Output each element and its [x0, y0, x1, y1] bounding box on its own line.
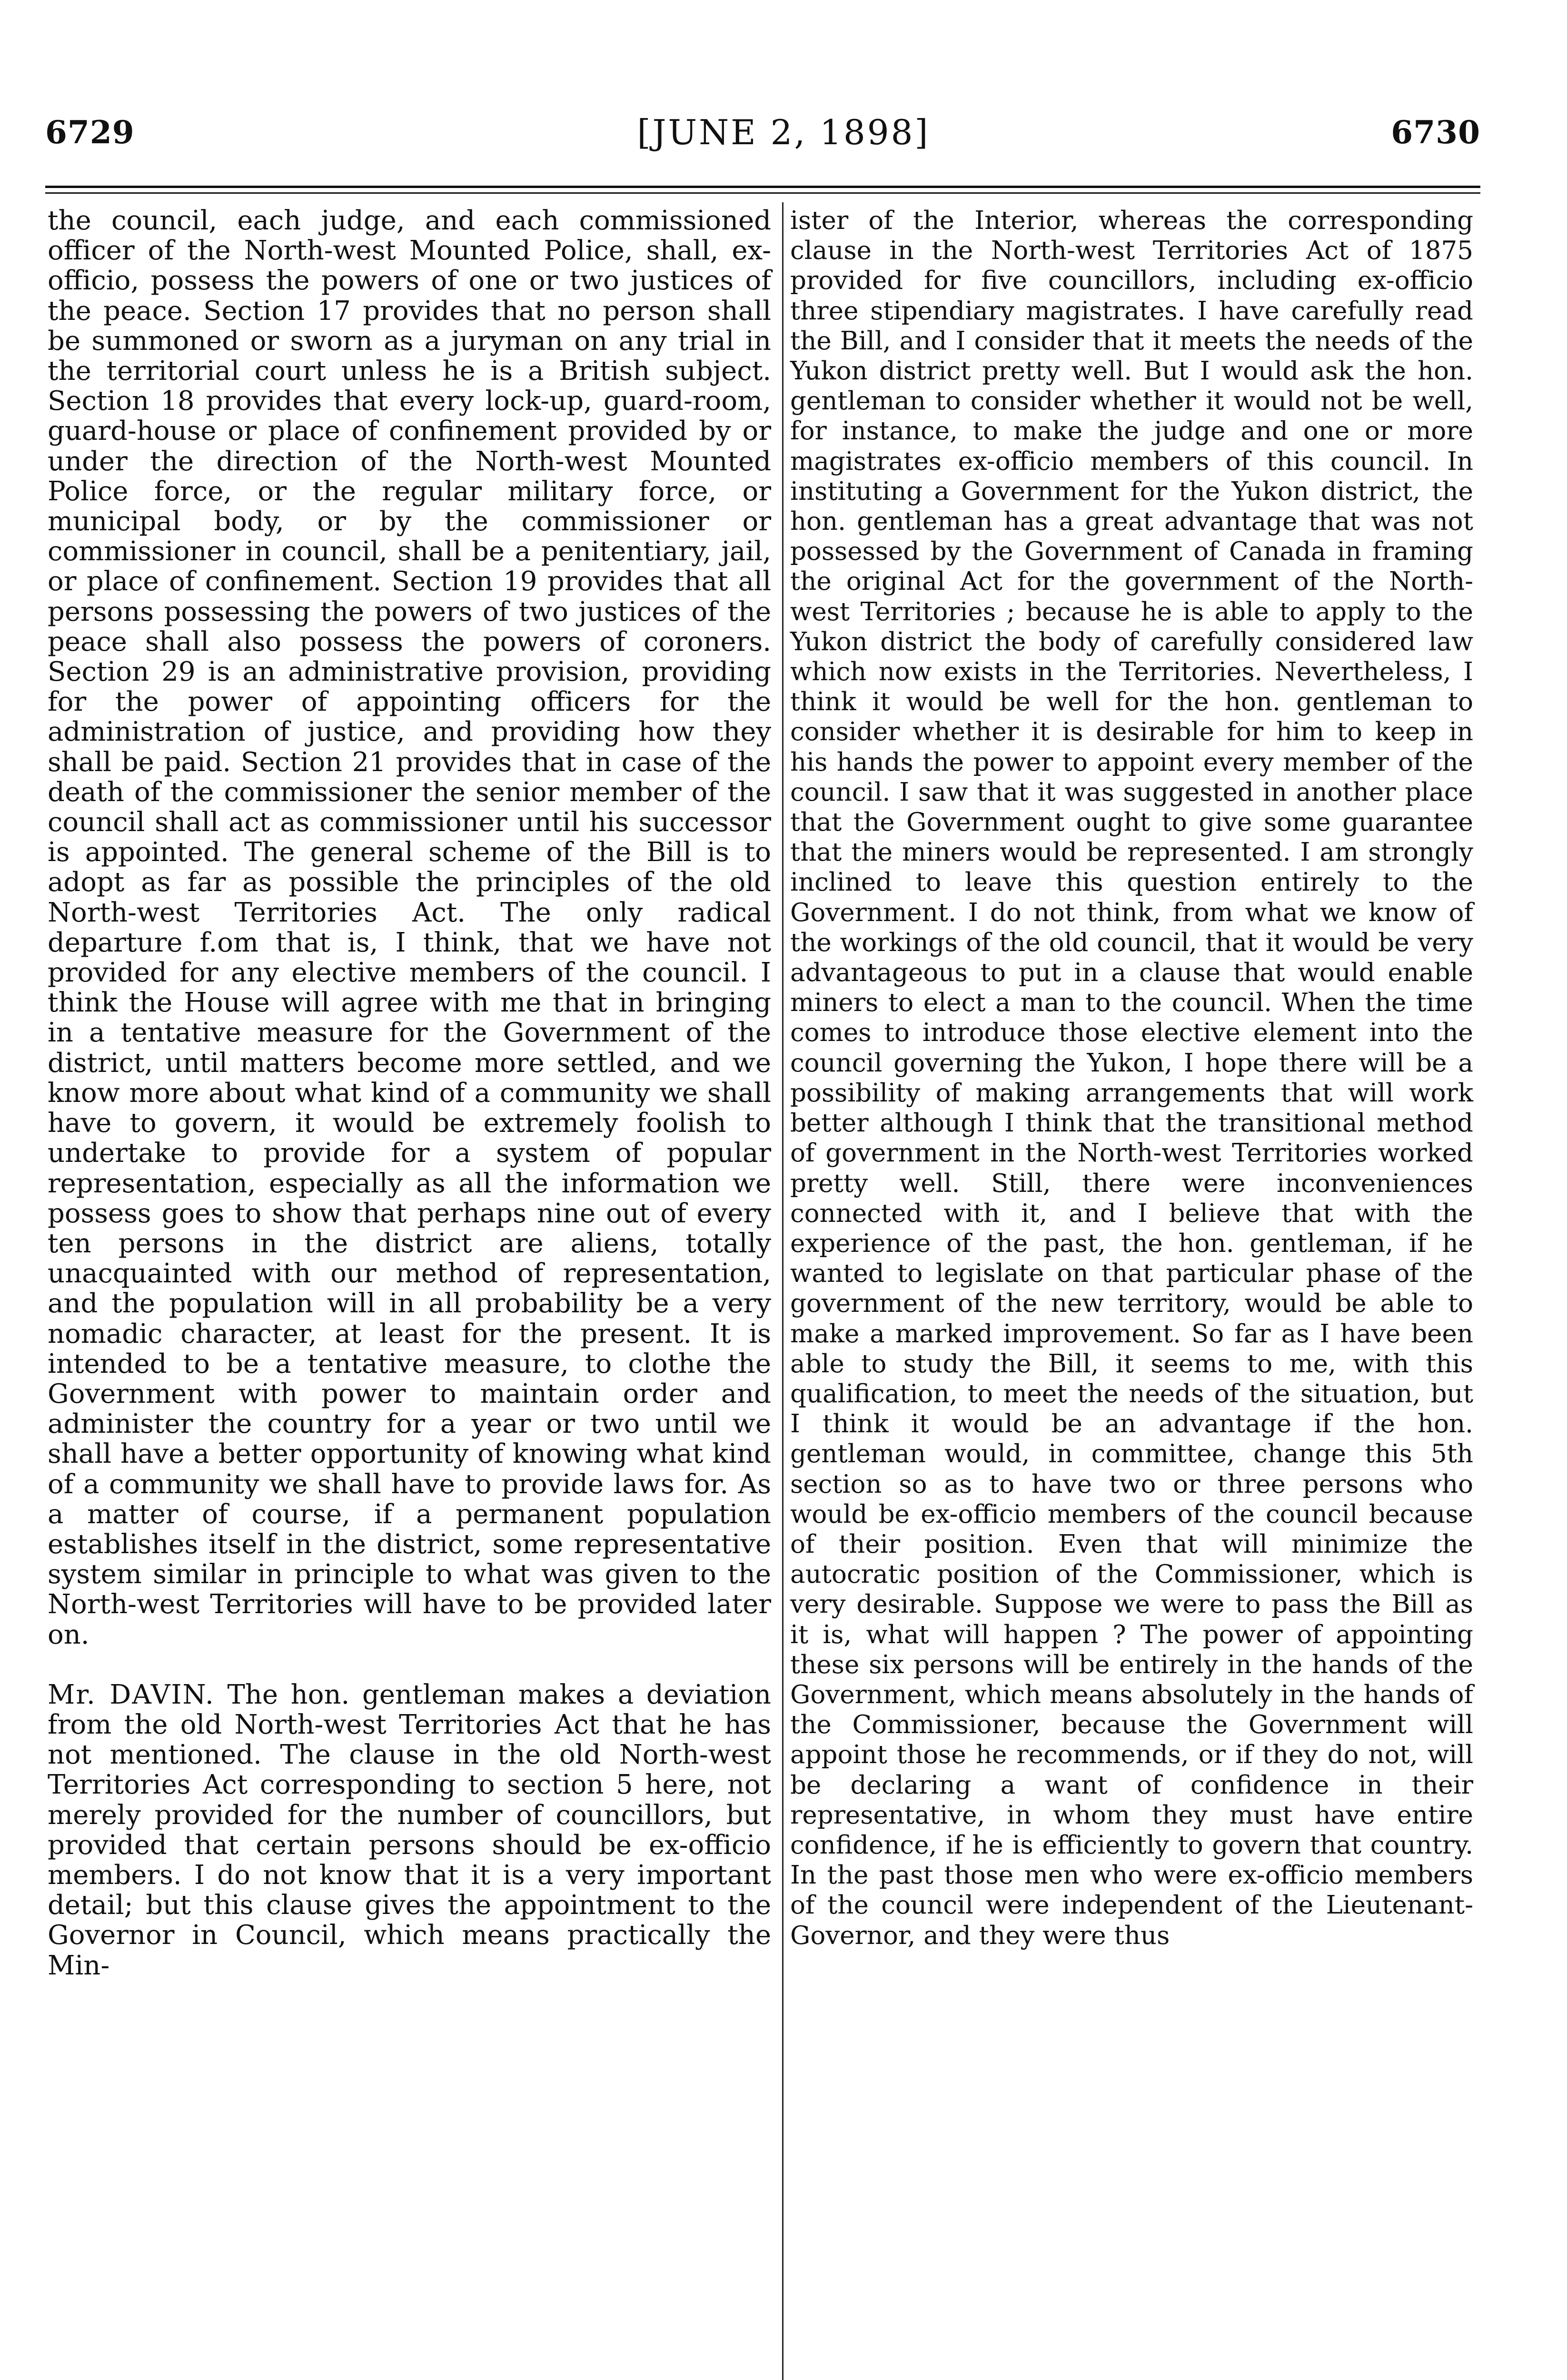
left-page-number: 6729 — [45, 114, 135, 151]
header-date: [JUNE 2, 1898] — [637, 112, 930, 152]
left-paragraph-1: the council, each judge, and each commissioned officer of the North-west Mounted Police, shall, ex-officio, possess the powers of one or two justices of the peace. Section 17 provides that no person shall be summoned or sworn as a juryman on any trial in the territorial court unless he is a British subject. Section 18 provides that every lock-up, guard-room, guard-house or place of confinement provided by or under the direction of the North-west Mounted Police force, or the regular military force, or municipal body, or by the commissioner or commissioner in council, shall be a penitentiary, jail, or place of confinement. Section 19 provides that all persons possessing the powers of two justices of the peace shall also possess the powers of coroners. Section 29 is an administrative provision, providing for the power of appointing officers for the administration of justice, and providing how they shall be paid. Section 21 provides that in case of the death of the commissioner the senior member of the council shall act as commissioner until his successor is appointed. The general scheme of the Bill is to adopt as far as possible the principles of the old North-west Territories Act. The only radical departure f.om that is, I think, that we have not provided for any elective members of the council. I think the House will agree with me that in bringing in a tentative measure for the Government of the district, until matters become more settled, and we know more about what kind of a community we shall have to govern, it would be extremely foolish to undertake to provide for a system of popular representation, especially as all the information we possess goes to show that perhaps nine out of every ten persons in the district are aliens, totally unacquainted with our method of representation, and the population will in all probability be a very nomadic character, at least for the present. It is intended to be a tentative measure, to clothe the Government with power to maintain order and administer the country for a year or two until we shall have a better opportunity of knowing what kind of a community we shall have to provide laws for. As a matter of course, if a permanent population establishes itself in the district, some representative system similar in principle to what was given to the North-west Territories will have to be provided later on. — [48, 205, 771, 1650]
column-divider — [782, 202, 784, 2380]
left-column — [48, 206, 771, 1981]
right-column — [790, 206, 1473, 1951]
speaker-name: Mr. DAVIN. — [48, 1679, 215, 1710]
right-paragraph-1: ister of the Interior, whereas the corresponding clause in the North-west Territories Act of 1875 provided for five councillors, including ex-officio three stipendiary magistrates. I have carefully read the Bill, and I consider that it meets the needs of the Yukon district pretty well. But I would ask the hon. gentleman to consider whether it would not be well, for instance, to make the judge and one or more magistrates ex-officio members of this council. In instituting a Government for the Yukon district, the hon. gentleman has a great advantage that was not possessed by the Government of Canada in framing the original Act for the government of the North-west Territories ; because he is able to apply to the Yukon district the body of carefully considered law which now exists in the Territories. Nevertheless, I think it would be well for the hon. gentleman to consider whether it is desirable for him to keep in his hands the power to appoint every member of the council. I saw that it was suggested in another place that the Government ought to give some guarantee that the miners would be represented. I am strongly inclined to leave this question entirely to the Government. I do not think, from what we know of the workings of the old council, that it would be very advantageous to put in a clause that would enable miners to elect a man to the council. When the time comes to introduce those elective element into the council governing the Yukon, I hope there will be a possibility of making arrangements that will work better although I think that the transitional method of government in the North-west Territories worked pretty well. Still, there were inconveniences connected with it, and I believe that with the experience of the past, the hon. gentleman, if he wanted to legislate on that particular phase of the government of the new territory, would be able to make a marked improvement. So far as I have been able to study the Bill, it seems to me, with this qualification, to meet the needs of the situation, but I think it would be an advantage if the hon. gentleman would, in committee, change this 5th section so as to have two or three persons who would be ex-officio members of the council because of their position. Even that will minimize the autocratic position of the Commissioner, which is very desirable. Suppose we were to pass the Bill as it is, what will happen ? The power of appointing these six persons will be entirely in the hands of the Government, which means absolutely in the hands of the Commissioner, because the Government will appoint those he recommends, or if they do not, will be declaring a want of confidence in their representative, in whom they must have entire confidence, if he is efficiently to govern that country. In the past those men who were ex-officio members of the council were independent of the Lieutenant-Governor, and they were thus — [790, 206, 1473, 1950]
left-paragraph-2 — [48, 1680, 771, 1981]
page-header — [0, 0, 1567, 181]
header-rule-thick — [45, 186, 1480, 188]
left-paragraph-2-text: The hon. gentleman makes a deviation from the old North-west Territories Act that he has not mentioned. The clause in the old North-west Territories Act corresponding to section 5 here, not merely provided for the number of councillors, but provided that certain persons should be ex-officio members. I do not know that it is a very important detail; but this clause gives the appointment to the Governor in Council, which means practically the Min- — [48, 1679, 771, 1981]
right-page-number: 6730 — [1391, 114, 1480, 151]
header-rule-thin — [45, 192, 1480, 194]
